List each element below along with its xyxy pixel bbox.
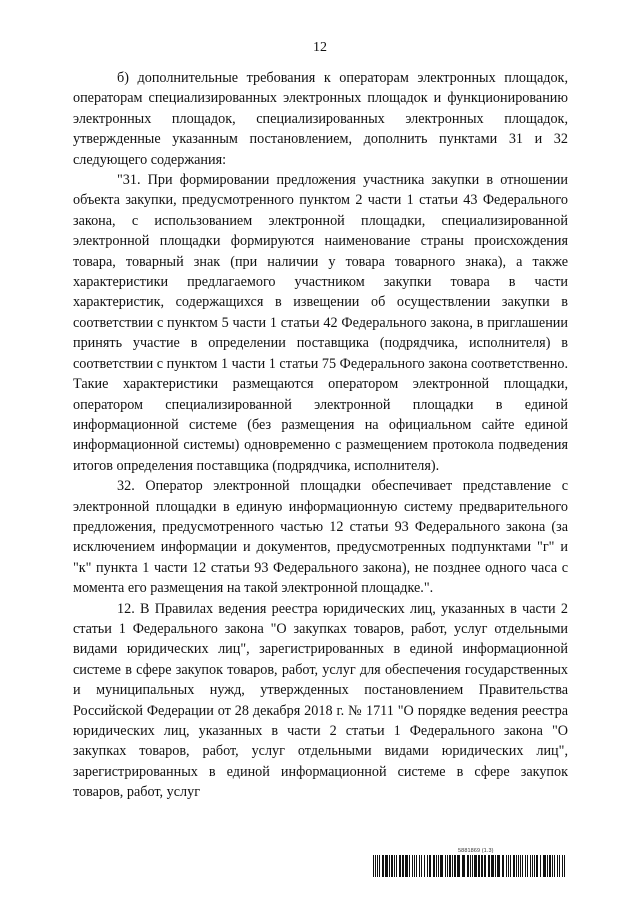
document-stamp-code: 5881869 (1.3) <box>458 848 494 854</box>
page-number: 12 <box>313 40 327 55</box>
document-body <box>73 68 568 803</box>
paragraph: б) дополнительные требования к операторам электронных площадок, операторам специализированных электронных площадок и функционированию электронных площадок, специализированных электронных площадок, утвержденные указанным постановлением, дополнить пунктами 31 и 32 следующего содержания: <box>73 70 568 168</box>
paragraph: 12. В Правилах ведения реестра юридических лиц, указанных в части 2 статьи 1 Федерального закона "О закупках товаров, работ, услуг отдельными видами юридических лиц", зарегистрированных в единой информационной системе в сфере закупок товаров, работ, услуг для обеспечения государственных и муниципальных нужд, утвержденных постановлением Правительства Российской Федерации от 28 декабря 2018 г. № 1711 "О порядке ведения реестра юридических лиц, указанных в части 2 статьи 1 Федерального закона "О закупках товаров, работ, услуг отдельными видами юридических лиц", зарегистрированных в единой информационной системе в сфере закупок товаров, работ, услуг <box>73 600 568 801</box>
paragraph: "31. При формировании предложения участника закупки в отношении объекта закупки, предусмотренного пунктом 2 части 1 статьи 43 Федерального закона, с использованием электронной площадки, специализированной электронной площадки формируются наименование страны происхождения товара, товарный знак (при наличии у товара товарного знака), а также характеристики предлагаемого участником закупки товара в части характеристик, содержащихся в извещении об осуществлении закупки в соответствии с пунктом 5 части 1 статьи 42 Федерального закона, в приглашении принять участие в определении поставщика (подрядчика, исполнителя) в соответствии с пунктом 1 части 1 статьи 75 Федерального закона соответственно. Такие характеристики размещаются оператором электронной площадки, оператором специализированной электронной площадки в единой информационной системе (без размещения на официальном сайте единой информационной системы) одновременно с размещением протокола подведения итогов определения поставщика (подрядчика, исполнителя). <box>73 172 568 474</box>
paragraph: 32. Оператор электронной площадки обеспечивает представление с электронной площадки в единую информационную систему предварительного предложения, предусмотренного частью 12 статьи 93 Федерального закона (за исключением информации и документов, предусмотренных подпунктами "г" и "к" пункта 1 части 12 статьи 93 Федерального закона), не позднее одного часа с момента его размещения на такой электронной площадке.". <box>73 478 568 597</box>
barcode-icon <box>373 855 566 877</box>
